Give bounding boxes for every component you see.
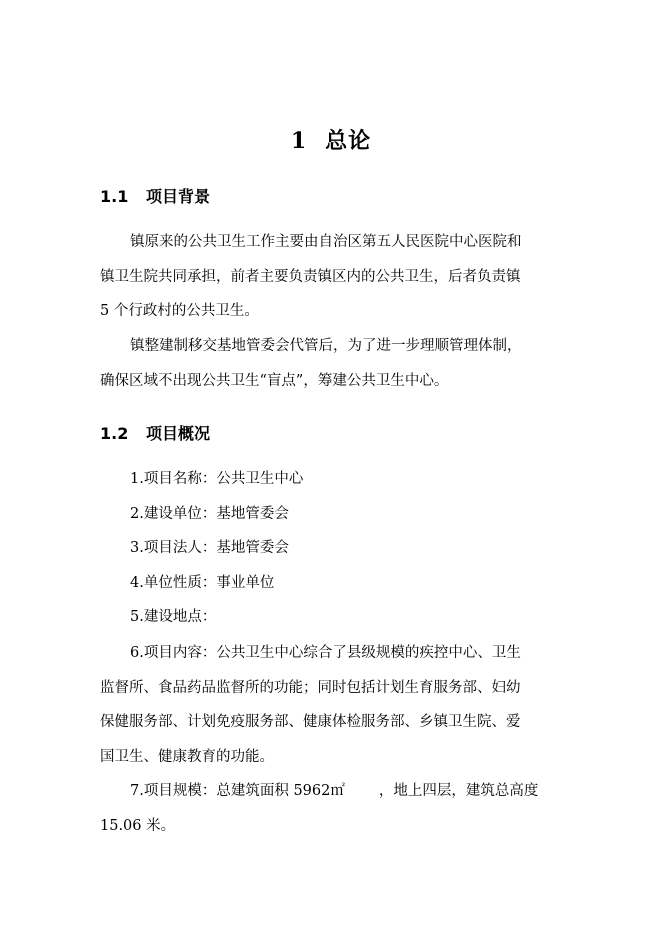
chapter-title <box>0 124 662 155</box>
paragraph-line: 6.项目内容：公共卫生中心综合了县级规模的疾控中心、卫生 <box>130 645 521 661</box>
paragraph-line <box>100 774 562 809</box>
background-paragraph-2 <box>100 329 562 398</box>
overview-item: 5.建设地点： <box>130 609 217 625</box>
section-heading-background <box>100 184 210 207</box>
paragraph-line: 镇原来的公共卫生工作主要由自治区第五人民医院中心医院和 <box>130 234 522 250</box>
paragraph-line: 保健服务部、计划免疫服务部、健康体检服务部、乡镇卫生院、爱 <box>100 714 521 730</box>
section-title: 项目背景 <box>146 187 211 206</box>
section-number: 1.1 <box>100 187 129 206</box>
paragraph-line: 监督所、食品药品监督所的功能；同时包括计划生育服务部、妇幼 <box>100 679 521 696</box>
section-heading-overview <box>100 421 210 444</box>
paragraph-line: 镇卫生院共同承担，前者主要负责镇区内的公共卫生，后者负责镇 <box>100 268 521 285</box>
paragraph-line: 5 个行政村的公共卫生。 <box>100 303 259 319</box>
overview-item: 2.建设单位：基地管委会 <box>130 506 289 522</box>
paragraph-line: 15.06 米。 <box>100 817 176 834</box>
background-paragraph-1 <box>100 225 562 329</box>
chapter-number: 1 <box>290 128 308 154</box>
overview-item: 4.单位性质：事业单位 <box>130 575 275 591</box>
scale-text-part2: ，地上四层，建筑总高度 <box>378 783 539 799</box>
paragraph-line: 国卫生、健康教育的功能。 <box>100 748 274 765</box>
section-number: 1.2 <box>100 424 129 443</box>
overview-content-paragraph <box>100 636 562 774</box>
paragraph-line: 镇整建制移交基地管委会代管后，为了进一步理顺管理体制， <box>130 338 522 354</box>
scale-text-part1: 7.项目规模：总建筑面积 5962㎡ <box>130 783 345 799</box>
overview-item: 3.项目法人：基地管委会 <box>130 540 289 556</box>
section-title: 项目概况 <box>146 424 211 443</box>
overview-item: 1.项目名称：公共卫生中心 <box>130 471 304 487</box>
paragraph-line: 确保区域不出现公共卫生“盲点”，筹建公共卫生中心。 <box>100 372 449 389</box>
overview-scale-paragraph <box>100 774 562 843</box>
chapter-title-text: 总论 <box>325 128 372 154</box>
